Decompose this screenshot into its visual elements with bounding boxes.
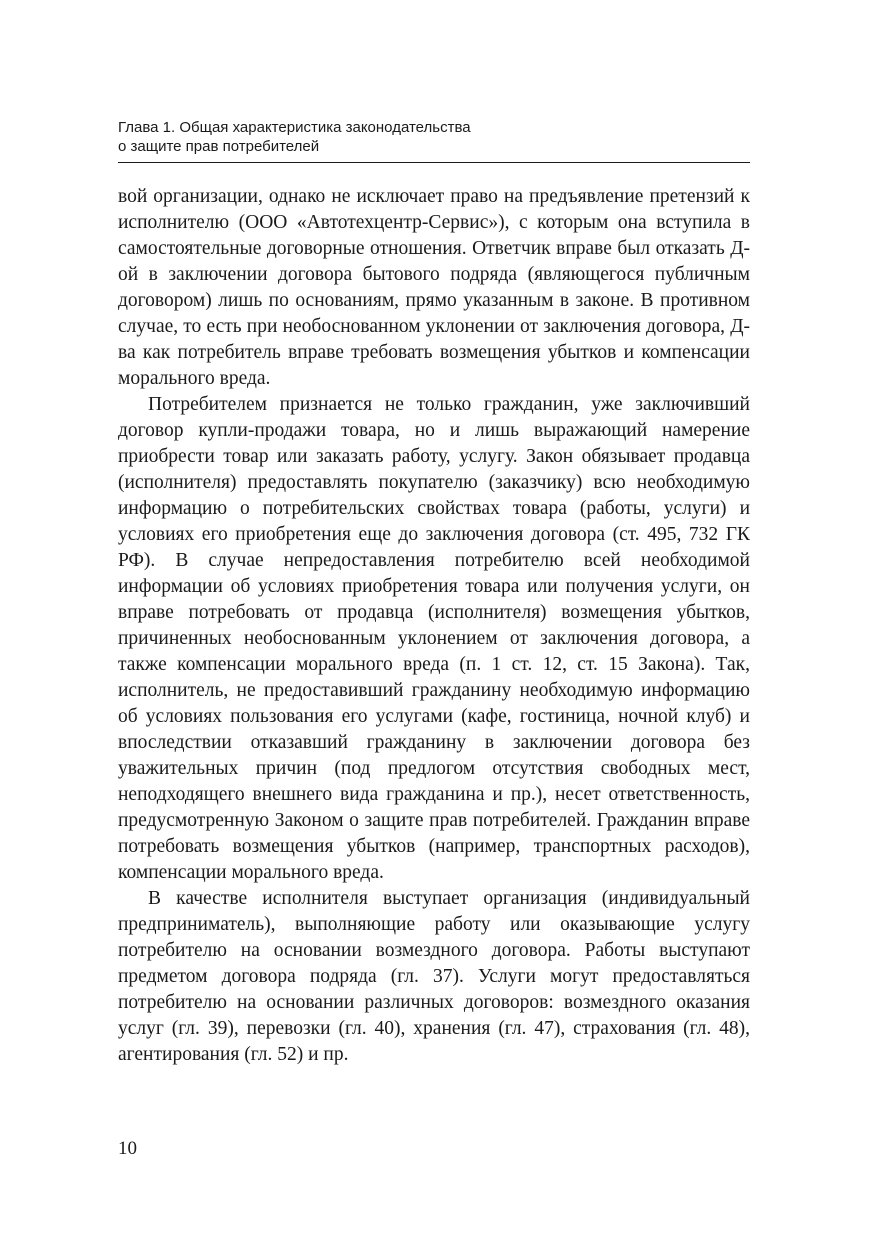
header-divider xyxy=(118,162,750,163)
main-text xyxy=(118,184,750,1068)
page-number: 10 xyxy=(118,1138,137,1159)
paragraph-continuation: вой организации, однако не исключает право на предъявление претензий к исполнителю (ООО «Автотехцентр-Сервис»), с которым она вступила в самостоятельные договорные отношения. Ответчик вправе был отказать Д-ой в заключении договора бытового подряда (являющегося публичным договором) лишь по основаниям, прямо указанным в законе. В противном случае, то есть при необоснованном уклонении от заключения договора, Д-ва как потребитель вправе требовать возмещения убытков и компенсации морального вреда. xyxy=(118,186,750,389)
running-header-line-1: Глава 1. Общая характеристика законодательства xyxy=(118,119,471,136)
running-header-line-2: о защите прав потребителей xyxy=(118,138,320,155)
paragraph-executor-definition: В качестве исполнителя выступает организация (индивидуальный предприниматель), выполняющие работу или оказывающие услугу потребителю на основании возмездного договора. Работы выступают предметом договора подряда (гл. 37). Услуги могут предоставляться потребителю на основании различных договоров: возмездного оказания услуг (гл. 39), перевозки (гл. 40), хранения (гл. 47), страхования (гл. 48), агентирования (гл. 52) и пр. xyxy=(118,888,750,1065)
running-header xyxy=(118,118,750,156)
paragraph-consumer-definition: Потребителем признается не только гражданин, уже заключивший договор купли-продажи товара, но и лишь выражающий намерение приобрести товар или заказать работу, услугу. Закон обязывает продавца (исполнителя) предоставлять покупателю (заказчику) всю необходимую информацию о потребительских свойствах товара (работы, услуги) и условиях его приобретения еще до заключения договора (ст. 495, 732 ГК РФ). В случае непредоставления потребителю всей необходимой информации об условиях приобретения товара или получения услуги, он вправе потребовать от продавца (исполнителя) возмещения убытков, причиненных необоснованным уклонением от заключения договора, а также компенсации морального вреда (п. 1 ст. 12, ст. 15 Закона). Так, исполнитель, не предоставивший гражданину необходимую информацию об условиях пользования его услугами (кафе, гостиница, ночной клуб) и впоследствии отказавший гражданину в заключении договора без уважительных причин (под предлогом отсутствия свободных мест, неподходящего внешнего вида гражданина и пр.), несет ответственность, предусмотренную Законом о защите прав потребителей. Гражданин вправе потребовать возмещения убытков (например, транспортных расходов), компенсации морального вреда. xyxy=(118,394,750,883)
